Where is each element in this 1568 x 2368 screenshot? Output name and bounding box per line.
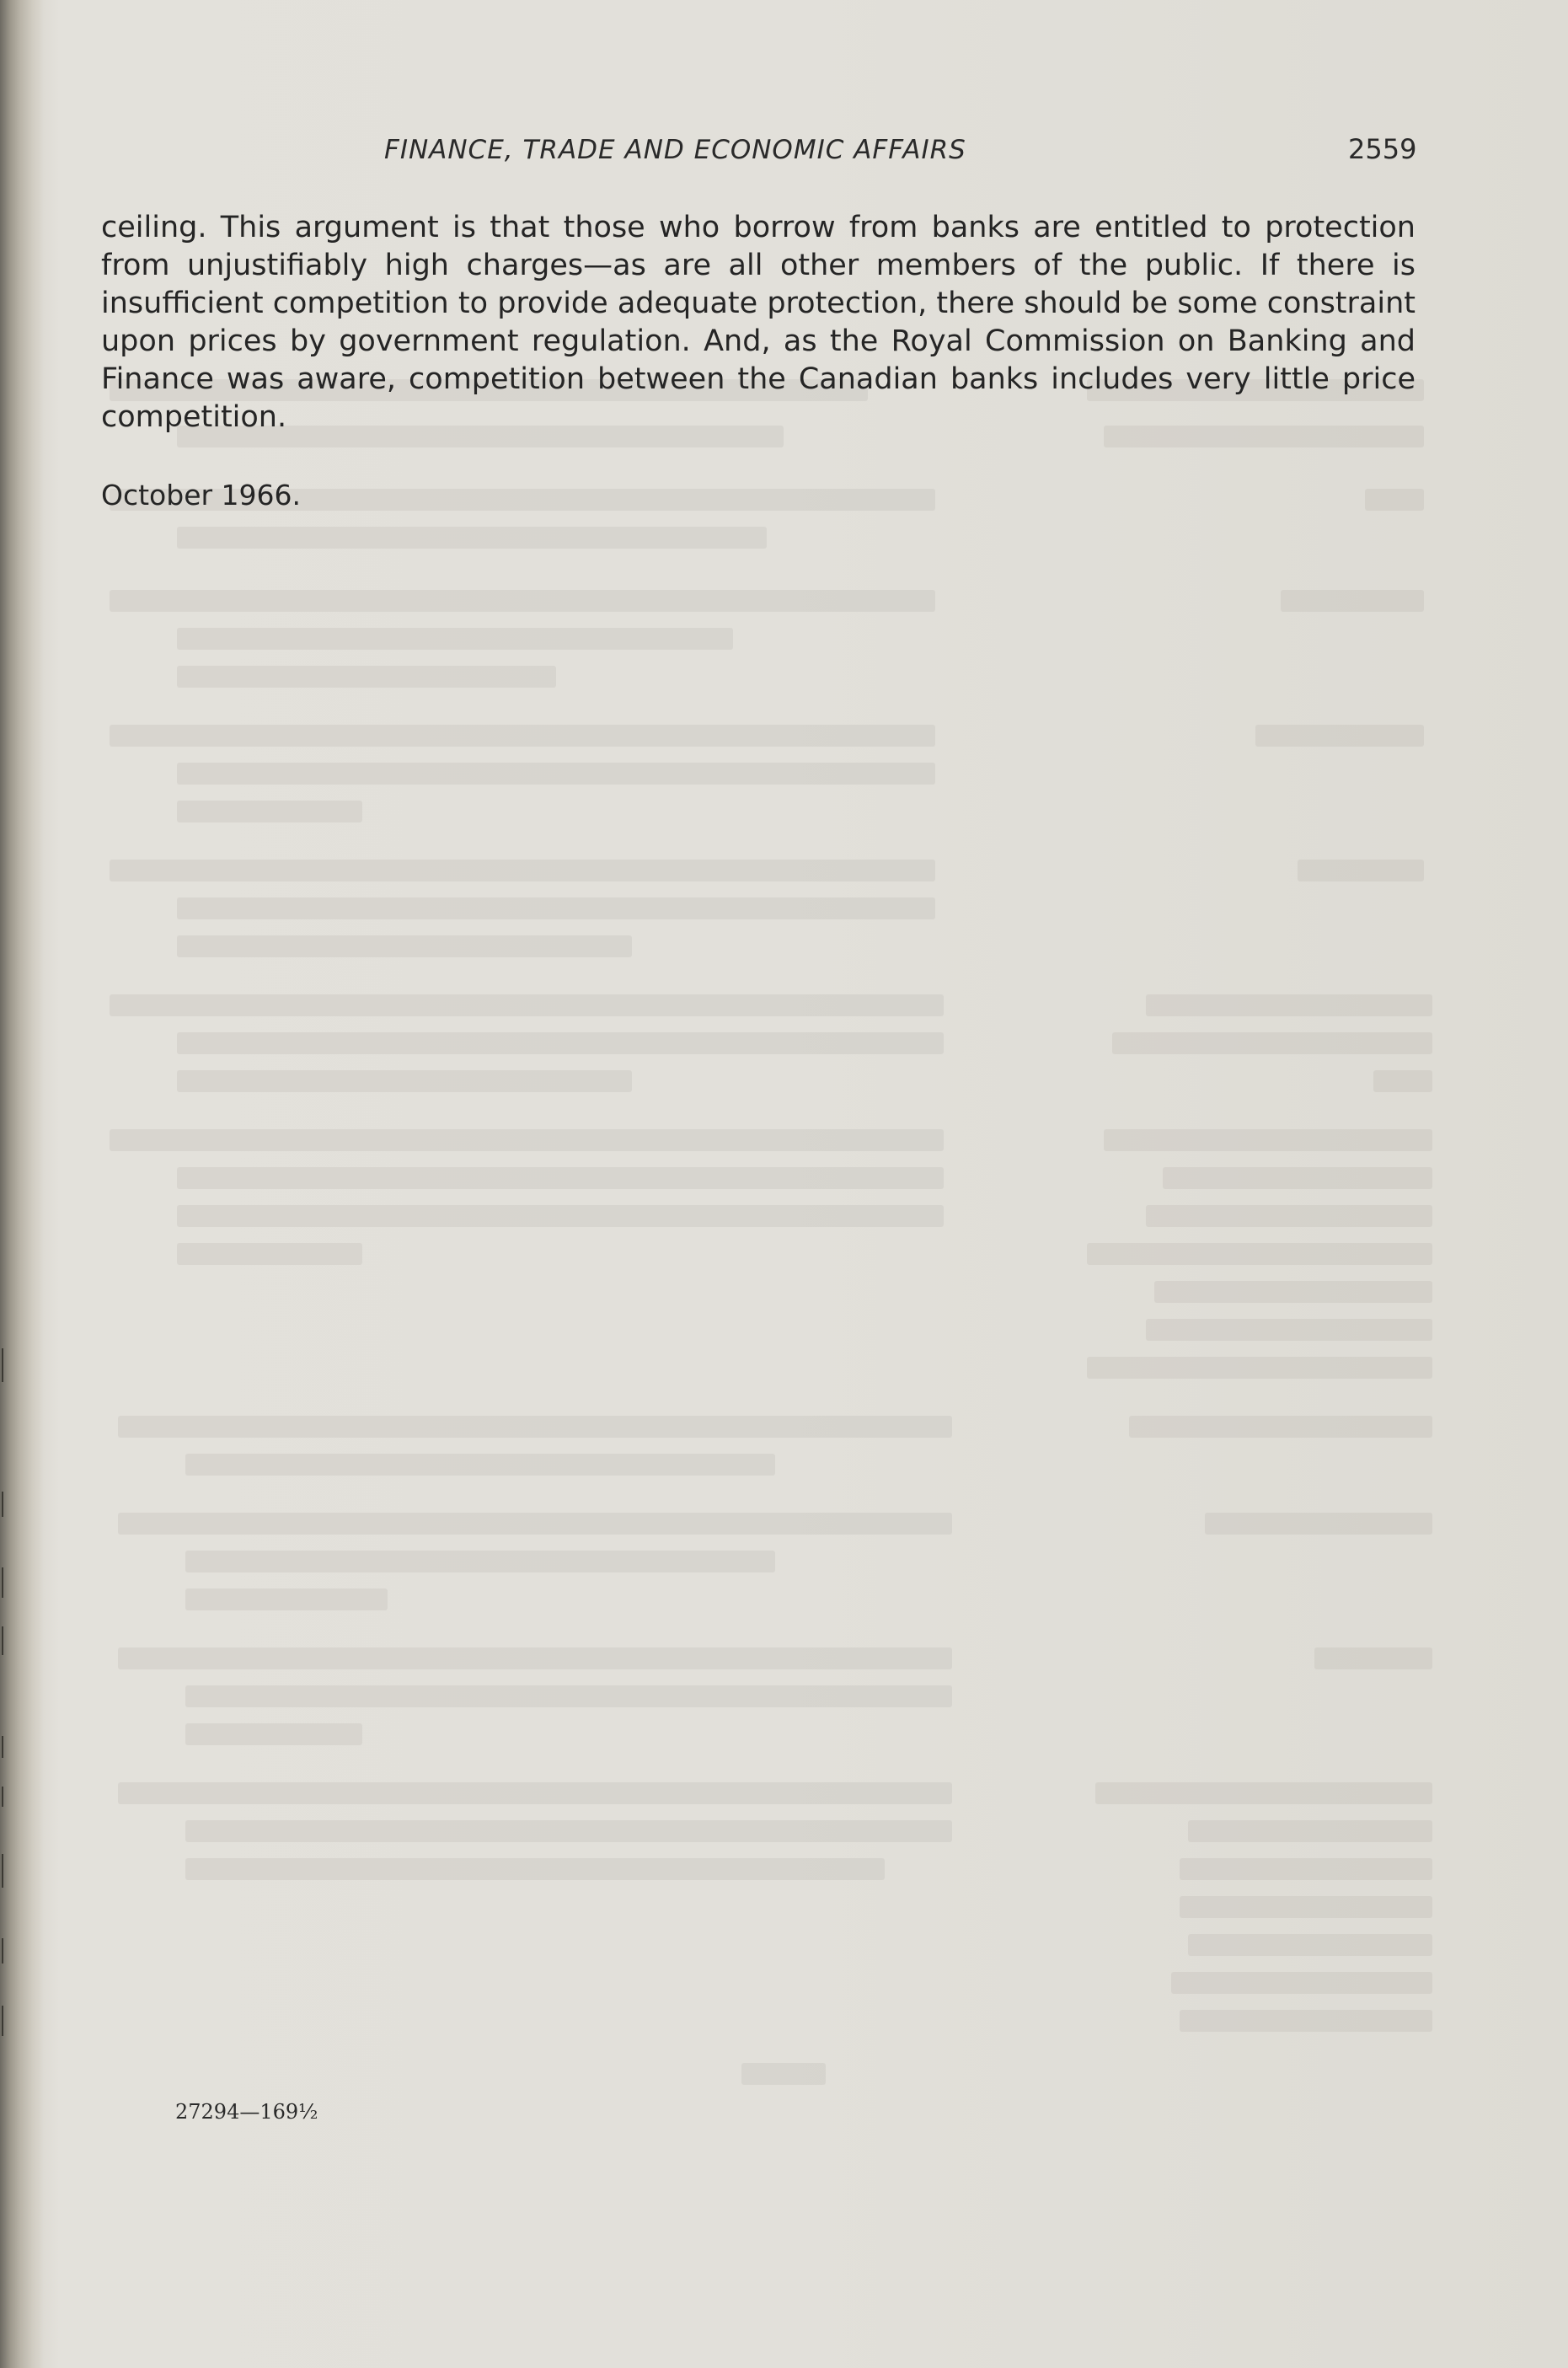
binding-marks <box>0 1348 13 2107</box>
page-number: 2559 <box>1348 133 1417 165</box>
date-line: October 1966. <box>101 479 302 512</box>
running-head-title: FINANCE, TRADE AND ECONOMIC AFFAIRS <box>384 135 966 165</box>
printer-signature-mark: 27294—169½ <box>175 2100 318 2124</box>
body-paragraph: ceiling. This argument is that those who borrow from banks are entitled to protection from unjustifiably high charges—as are all other members of the public. If there is insufficient competition to provide adequate protection, there should be some constraint upon prices by government regulation. And, as the Royal Commission on Banking and Finance was aware, competition between the Canadian banks includes very little price competition. <box>101 211 1415 434</box>
